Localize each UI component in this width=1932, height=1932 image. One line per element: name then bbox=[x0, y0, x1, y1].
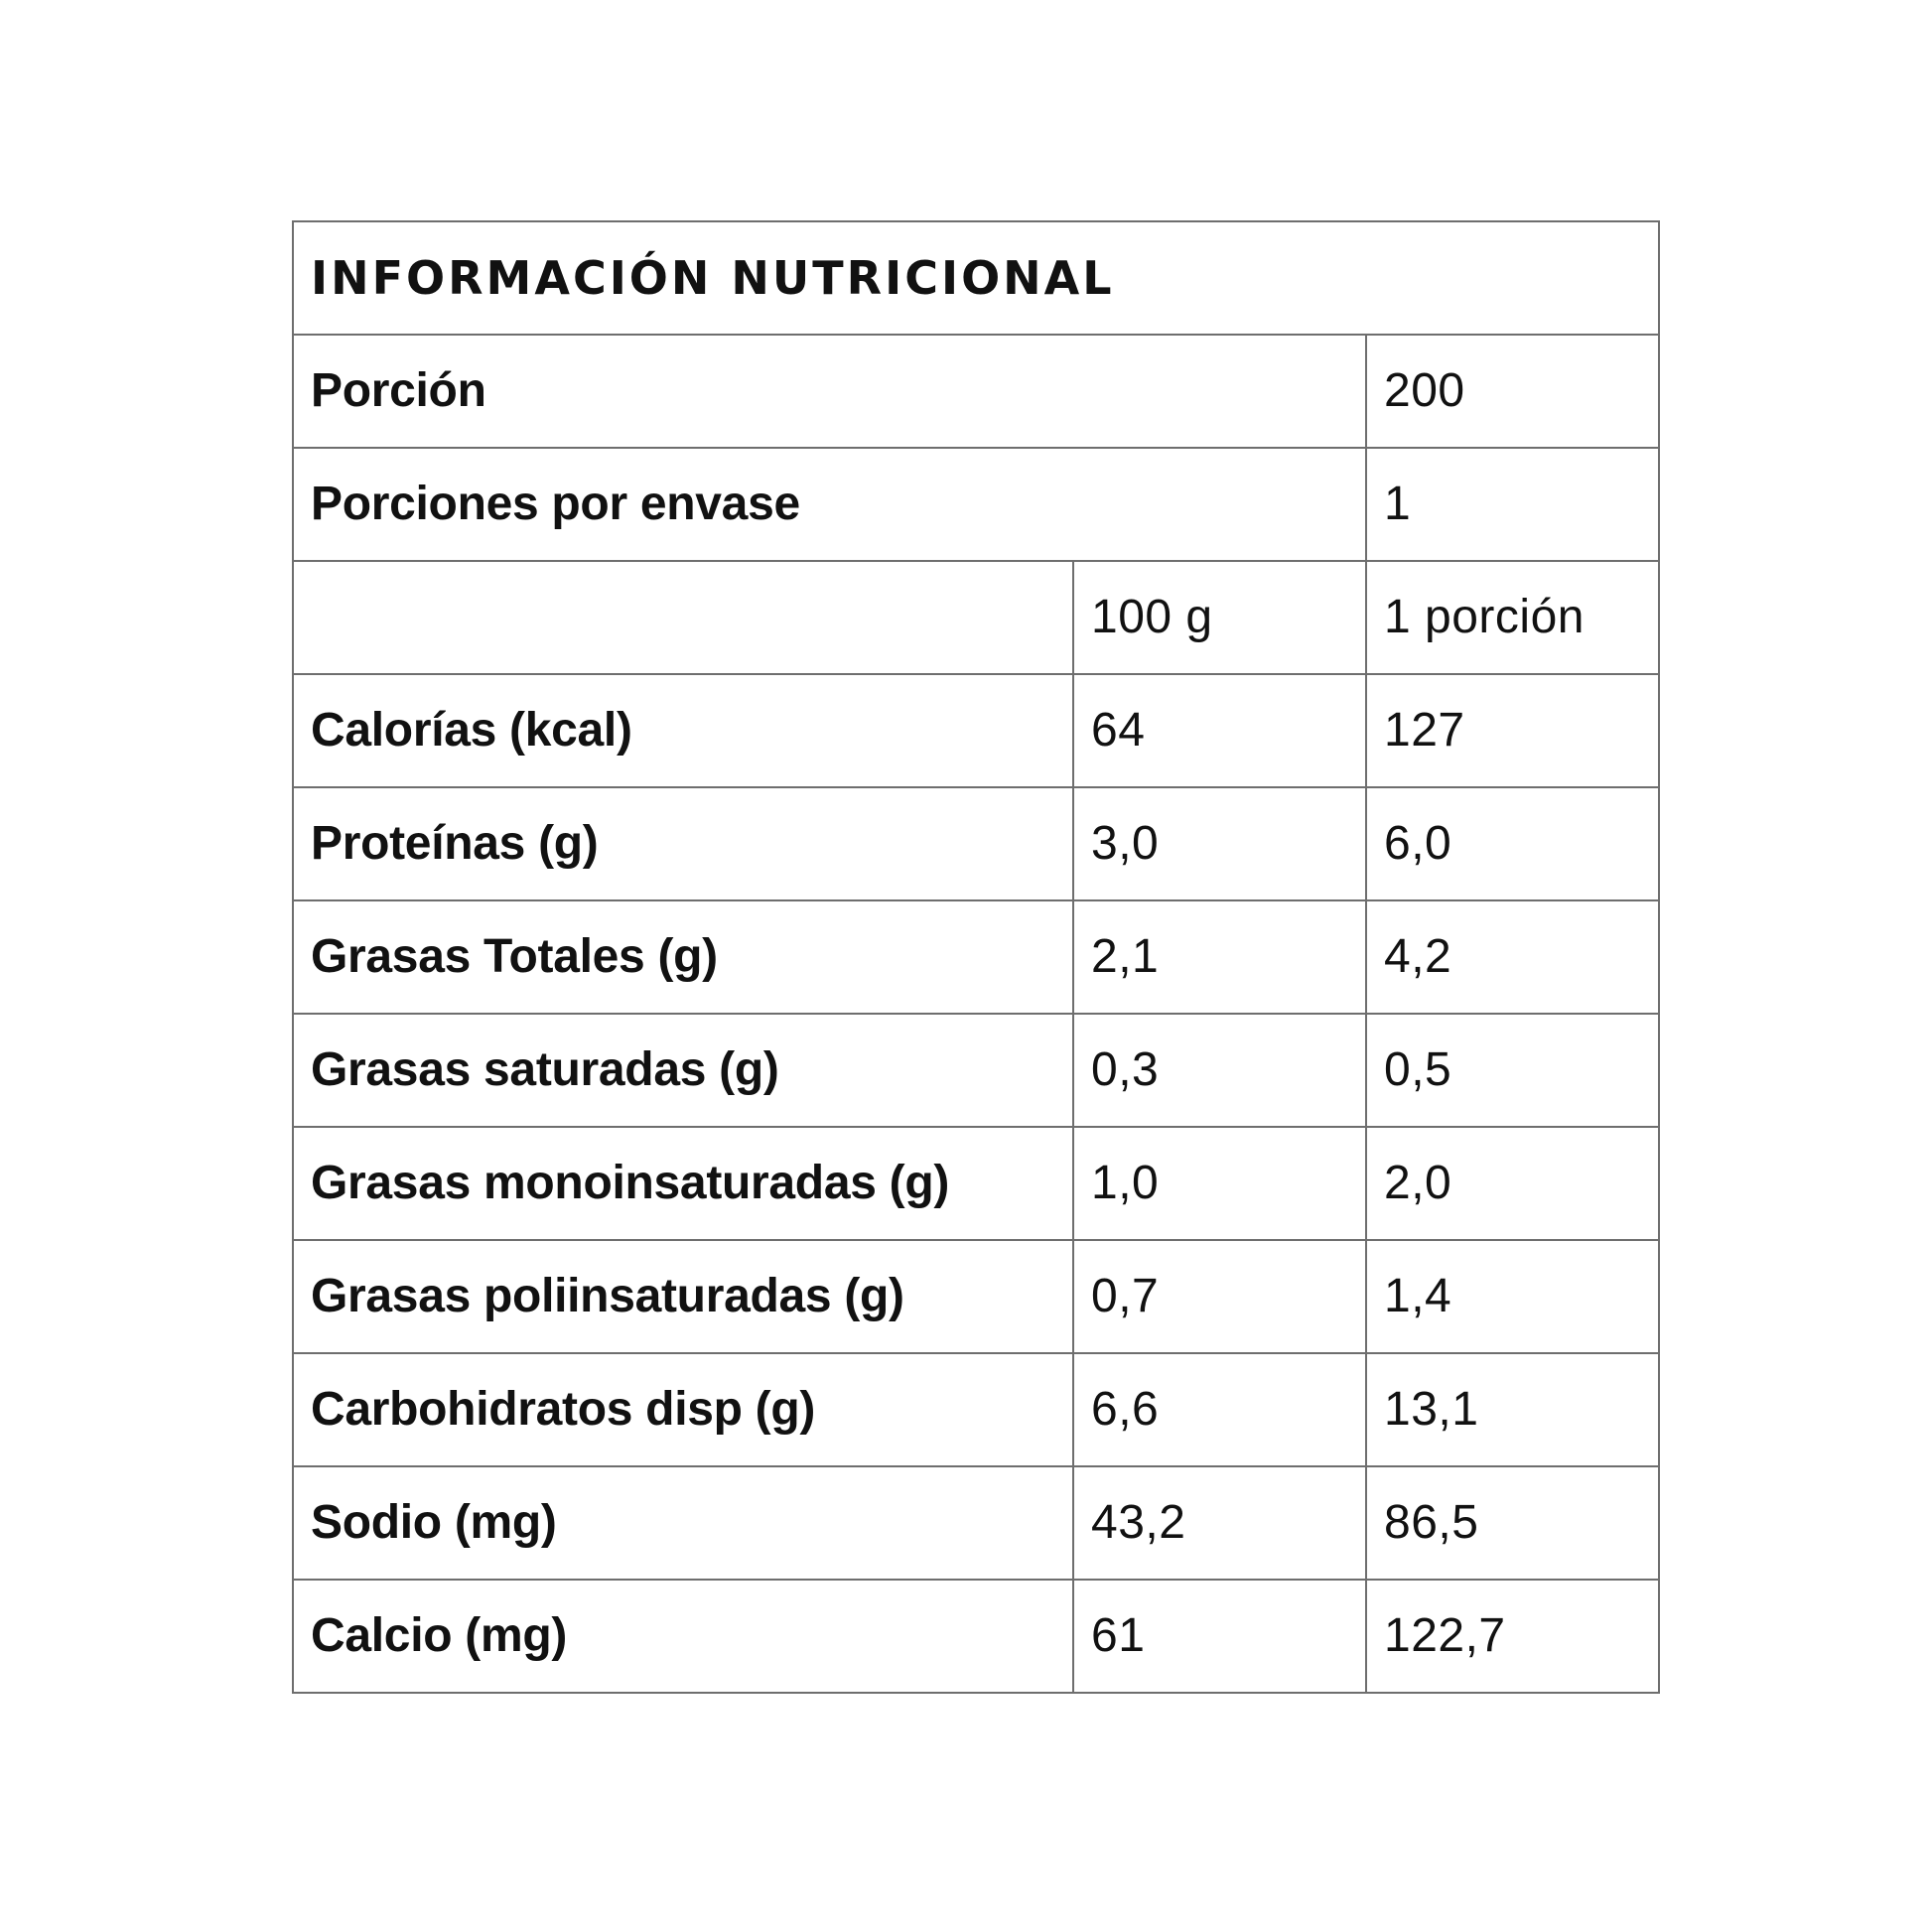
nutrient-per-serving: 6,0 bbox=[1366, 787, 1659, 900]
nutrient-label: Calcio (mg) bbox=[293, 1580, 1073, 1693]
nutrient-label: Carbohidratos disp (g) bbox=[293, 1353, 1073, 1466]
nutrient-label: Sodio (mg) bbox=[293, 1466, 1073, 1580]
nutrient-per-serving: 1,4 bbox=[1366, 1240, 1659, 1353]
nutrient-label: Grasas monoinsaturadas (g) bbox=[293, 1127, 1073, 1240]
servings-per-container-row bbox=[293, 448, 1659, 561]
title-row bbox=[293, 221, 1659, 335]
column-header-row bbox=[293, 561, 1659, 674]
nutrient-label: Calorías (kcal) bbox=[293, 674, 1073, 787]
table-row bbox=[293, 1580, 1659, 1693]
nutrient-per-100g: 6,6 bbox=[1073, 1353, 1366, 1466]
table-title: INFORMACIÓN NUTRICIONAL bbox=[293, 221, 1659, 335]
serving-row bbox=[293, 335, 1659, 448]
nutrition-facts-table bbox=[292, 220, 1660, 1694]
table-row bbox=[293, 1466, 1659, 1580]
nutrient-per-100g: 0,7 bbox=[1073, 1240, 1366, 1353]
nutrient-label: Proteínas (g) bbox=[293, 787, 1073, 900]
nutrient-per-100g: 61 bbox=[1073, 1580, 1366, 1693]
table-row bbox=[293, 1127, 1659, 1240]
nutrient-per-100g: 0,3 bbox=[1073, 1014, 1366, 1127]
nutrient-per-100g: 2,1 bbox=[1073, 900, 1366, 1014]
nutrient-per-100g: 1,0 bbox=[1073, 1127, 1366, 1240]
nutrient-per-serving: 2,0 bbox=[1366, 1127, 1659, 1240]
column-header-empty bbox=[293, 561, 1073, 674]
serving-value: 200 bbox=[1366, 335, 1659, 448]
nutrient-per-100g: 64 bbox=[1073, 674, 1366, 787]
table-row bbox=[293, 900, 1659, 1014]
column-header-per-serving: 1 porción bbox=[1366, 561, 1659, 674]
nutrient-per-100g: 43,2 bbox=[1073, 1466, 1366, 1580]
nutrient-per-serving: 13,1 bbox=[1366, 1353, 1659, 1466]
table-row bbox=[293, 1014, 1659, 1127]
nutrient-per-serving: 86,5 bbox=[1366, 1466, 1659, 1580]
servings-per-container-label: Porciones por envase bbox=[293, 448, 1366, 561]
nutrient-label: Grasas saturadas (g) bbox=[293, 1014, 1073, 1127]
nutrient-per-serving: 122,7 bbox=[1366, 1580, 1659, 1693]
nutrient-per-serving: 0,5 bbox=[1366, 1014, 1659, 1127]
nutrient-label: Grasas poliinsaturadas (g) bbox=[293, 1240, 1073, 1353]
column-header-per-100g: 100 g bbox=[1073, 561, 1366, 674]
table-row bbox=[293, 787, 1659, 900]
servings-per-container-value: 1 bbox=[1366, 448, 1659, 561]
nutrient-per-serving: 4,2 bbox=[1366, 900, 1659, 1014]
nutrient-per-100g: 3,0 bbox=[1073, 787, 1366, 900]
table-row bbox=[293, 674, 1659, 787]
serving-label: Porción bbox=[293, 335, 1366, 448]
table-row bbox=[293, 1240, 1659, 1353]
nutrient-label: Grasas Totales (g) bbox=[293, 900, 1073, 1014]
nutrient-per-serving: 127 bbox=[1366, 674, 1659, 787]
table-row bbox=[293, 1353, 1659, 1466]
